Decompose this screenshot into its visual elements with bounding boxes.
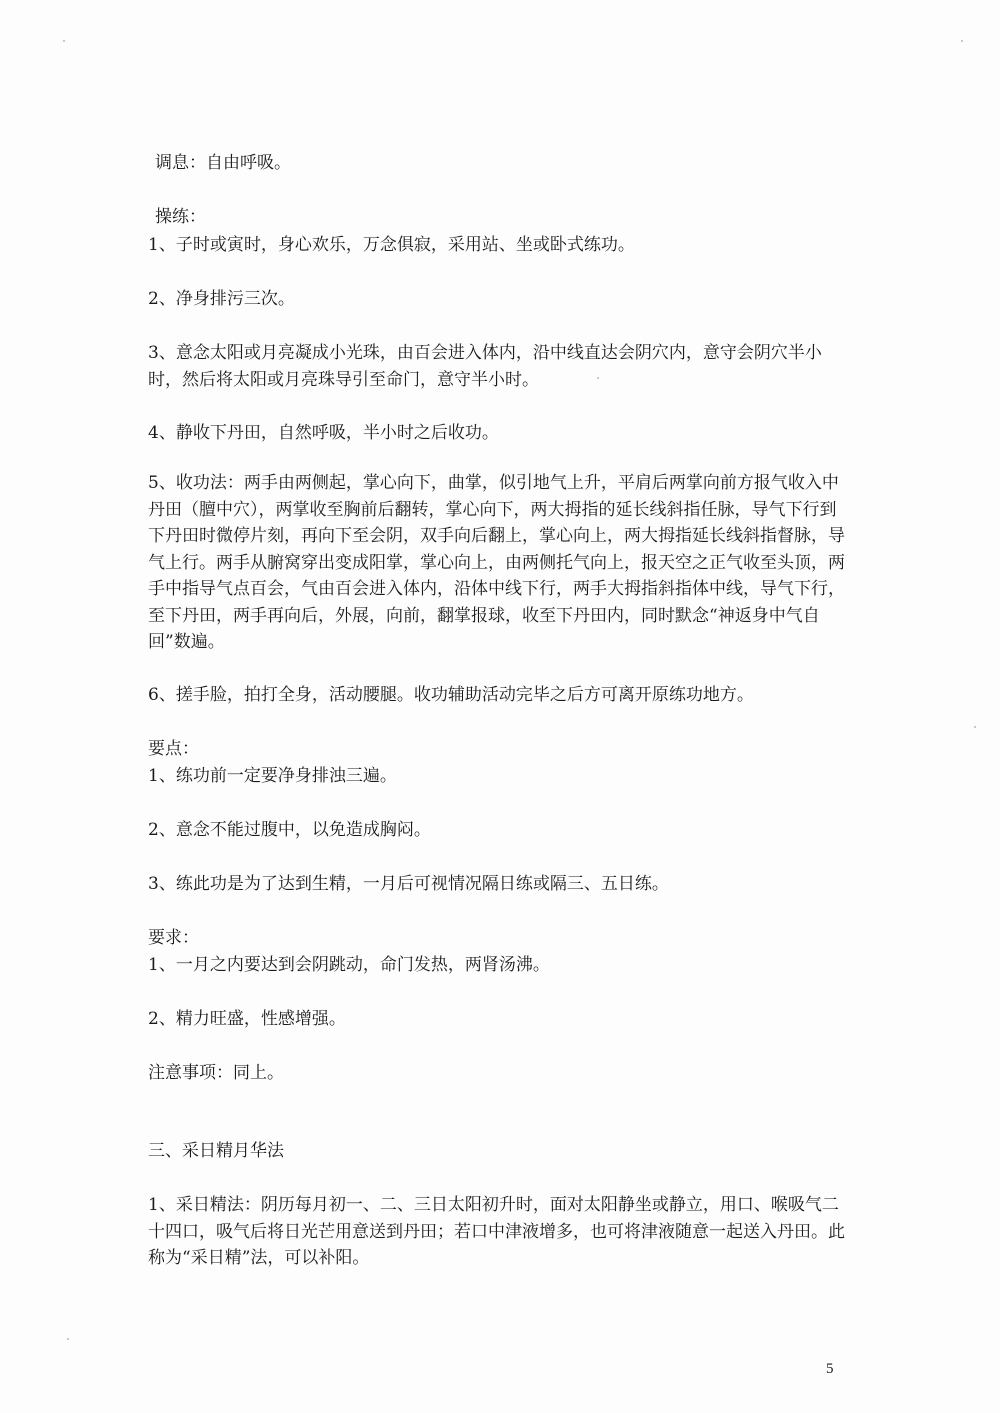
breath-regulation-line: 调息：自由呼吸。	[155, 153, 291, 173]
scan-speck	[961, 40, 963, 42]
practice-step-6: 6、搓手脸，拍打全身，活动腰腿。收功辅助活动完毕之后方可离开原练功地方。	[148, 685, 754, 705]
practice-step-3: 3、意念太阳或月亮凝成小光珠，由百会进入体内，沿中线直达会阴穴内，意守会阴穴半小时，然后将太阳或月亮珠导引至命门，意守半小时。	[148, 343, 822, 390]
key-points-heading: 要点：	[148, 739, 199, 759]
scan-speck	[67, 1338, 69, 1340]
practice-step-2: 2、净身排污三次。	[148, 289, 295, 309]
requirement-1: 1、一月之内要达到会阴跳动，命门发热，两肾汤沸。	[148, 955, 550, 975]
practice-step-1: 1、子时或寅时，身心欢乐，万念俱寂，采用站、坐或卧式练功。	[148, 235, 635, 255]
scan-speck	[63, 40, 65, 42]
scan-speck	[974, 726, 976, 728]
page-number: 5	[826, 1361, 834, 1377]
scan-speck	[597, 377, 599, 379]
practice-heading: 操练：	[155, 207, 206, 227]
requirement-2: 2、精力旺盛，性感增强。	[148, 1009, 346, 1029]
requirements-heading: 要求：	[148, 928, 199, 948]
practice-step-4: 4、静收下丹田，自然呼吸，半小时之后收功。	[148, 423, 499, 443]
practice-step-5: 5、收功法：两手由两侧起，掌心向下，曲掌，似引地气上升，平肩后两掌向前方报气收入中丹田（膻中穴），两掌收至胸前后翻转，掌心向下，两大拇指的延长线斜指任脉，导气下行到下丹田时微停片刻，再向下至会阴，双手向后翻上，掌心向上，两大拇指延长线斜指督脉，导气上行。两手从腑窝穿出变成阳掌，掌心向上，由两侧托气向上，报天空之正气收至头顶，两手中指导气点百会，气由百会进入体内，沿体中线下行，两手大拇指斜指体中线，导气下行，至下丹田，两手再向后，外展，向前，翻掌报球，收至下丹田内，同时默念“神返身中气自回”数遍。	[148, 473, 845, 652]
key-point-2: 2、意念不能过腹中，以免造成胸闷。	[148, 820, 431, 840]
key-point-1: 1、练功前一定要净身排浊三遍。	[148, 766, 397, 786]
notes-line: 注意事项：同上。	[148, 1063, 284, 1083]
key-point-3: 3、练此功是为了达到生精，一月后可视情况隔日练或隔三、五日练。	[148, 874, 669, 894]
sun-essence-method: 1、采日精法：阴历每月初一、二、三日太阳初升时，面对太阳静坐或静立，用口、喉吸气二十四口，吸气后将日光芒用意送到丹田；若口中津液增多，也可将津液随意一起送入丹田。此称为“采日精”法，可以补阳。	[148, 1195, 845, 1268]
section-three-heading: 三、采日精月华法	[148, 1141, 284, 1161]
